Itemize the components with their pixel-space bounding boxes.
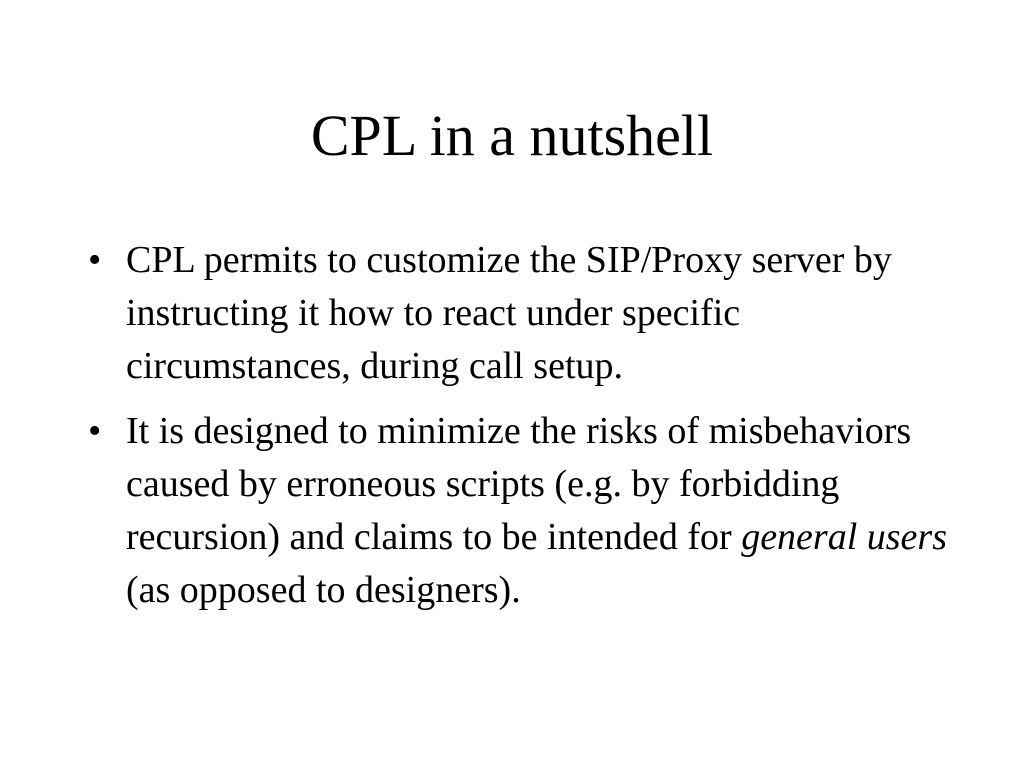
bullet-item: [84, 234, 954, 393]
bullet-list: [84, 234, 954, 629]
bullet-emphasis: general users: [741, 516, 947, 558]
bullet-text: CPL permits to customize the SIP/Proxy server by instructing it how to react under specific circumstances, during call setup.: [126, 239, 892, 387]
bullet-item: [84, 405, 954, 617]
bullet-marker: •: [88, 410, 102, 452]
bullet-text-after: (as opposed to designers).: [126, 569, 521, 611]
bullet-marker: •: [88, 239, 102, 281]
bullet-text-before: It is designed to minimize the risks of misbehaviors caused by erroneous scripts (e.g. by forbidding recursion) and claims to be intended for: [126, 410, 912, 558]
slide-title: CPL in a nutshell: [310, 103, 714, 168]
